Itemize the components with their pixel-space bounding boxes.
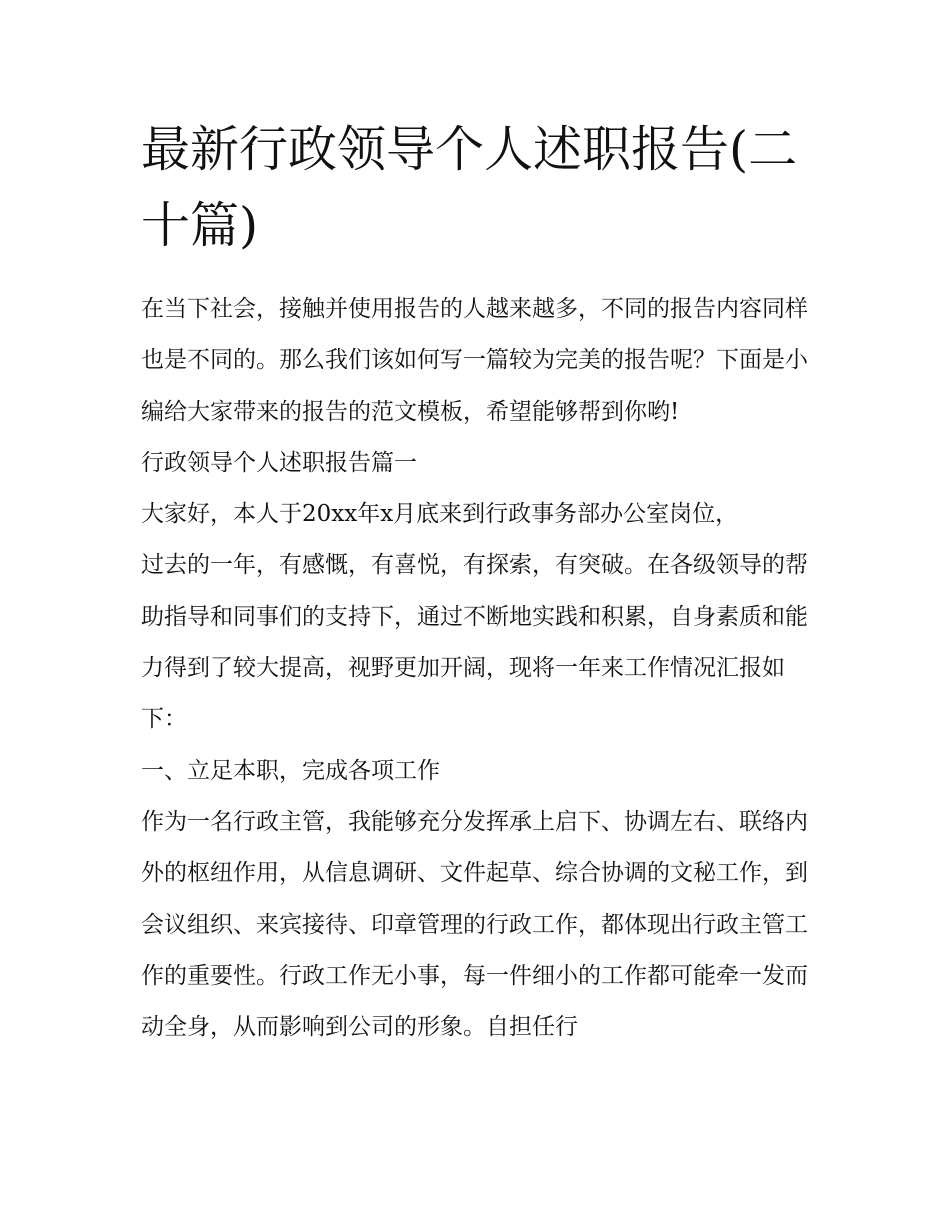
document-content — [141, 112, 813, 1053]
greeting-paragraph: 大家好，本人于20xx年x月底来到行政事务部办公室岗位， — [141, 501, 739, 528]
document-title: 最新行政领导个人述职报告(二十篇) — [141, 121, 798, 254]
intro-paragraph: 在当下社会，接触并使用报告的人越来越多，不同的报告内容同样也是不同的。那么我们该如何写一篇较为完美的报告呢？下面是小编给大家带来的报告的范文模板，希望能够帮到你哟! — [141, 296, 808, 425]
work-paragraph: 作为一名行政主管，我能够充分发挥承上启下、协调左右、联络内外的枢纽作用，从信息调研、文件起草、综合协调的文秘工作，到会议组织、来宾接待、印章管理的行政工作，都体现出行政主管工作的重要性。行政工作无小事，每一件细小的工作都可能牵一发而动全身，从而影响到公司的形象。自担任行 — [141, 808, 808, 1041]
document-body — [141, 284, 813, 1053]
section-heading: 行政领导个人述职报告篇一 — [141, 449, 417, 476]
subsection-heading: 一、立足本职，完成各项工作 — [141, 757, 440, 784]
summary-paragraph: 过去的一年，有感慨，有喜悦，有探索，有突破。在各级领导的帮助指导和同事们的支持下，通过不断地实践和积累，自身素质和能力得到了较大提高，视野更加开阔，现将一年来工作情况汇报如下： — [141, 552, 808, 733]
